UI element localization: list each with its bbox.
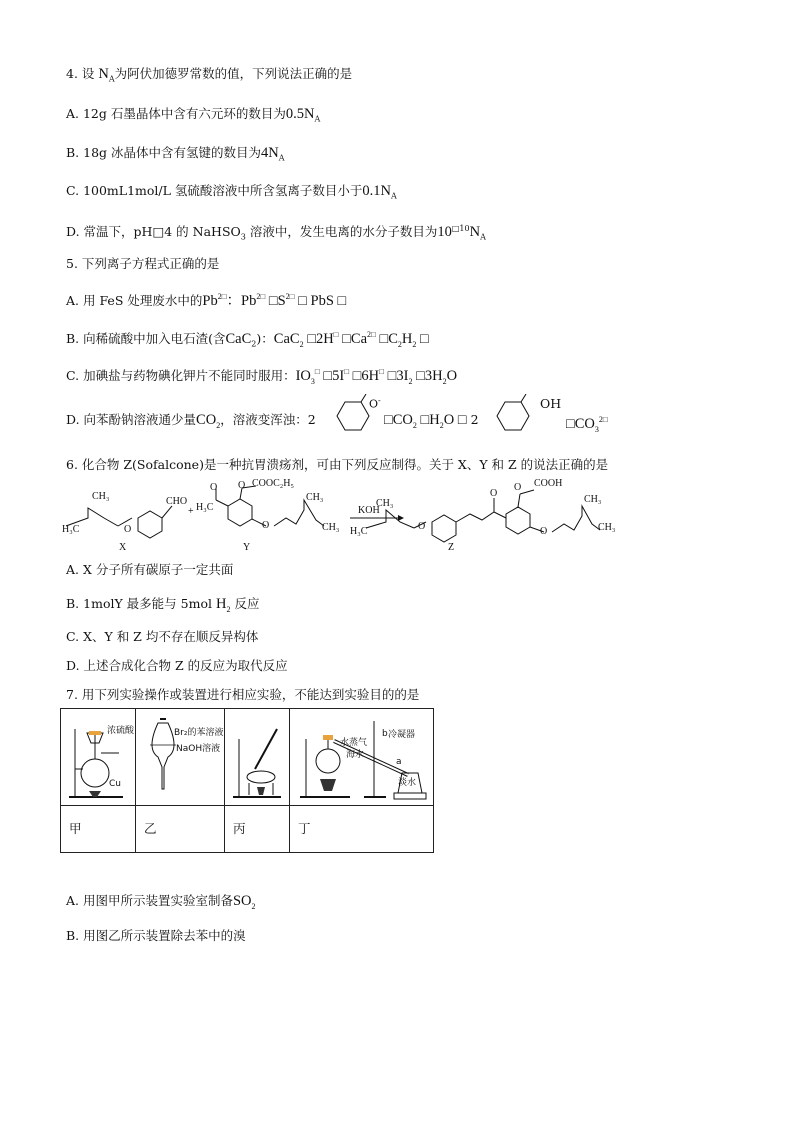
- q6-option-d: D. 上述合成化合物 Z 的反应为取代反应: [66, 658, 288, 673]
- q4-option-d: D. 常温下，pH□4 的 NaHSO$_3$ 溶液中，发生电离的水分子数目为$10^{□10}N_A$: [66, 224, 486, 242]
- q4-stem: 4. 设 $N_A$为阿伏加德罗常数的值，下列说法正确的是: [66, 66, 353, 84]
- q6-option-a: A. X 分子所有碳原子一定共面: [66, 562, 234, 577]
- ding-b-label: b: [382, 729, 388, 739]
- y-cooc2h5-label: COOC₂H₅: [252, 478, 294, 489]
- y-ch3b-label: CH₃: [322, 522, 340, 533]
- cell-jia: 甲: [61, 806, 136, 853]
- phenol-structure: [488, 394, 538, 440]
- z-cooh-label: COOH: [534, 478, 563, 489]
- cell-bing: 丙: [225, 806, 290, 853]
- y-ch3-label: CH₃: [306, 492, 324, 503]
- svg-text:+: +: [188, 506, 194, 517]
- ding-cond-label: 冷凝器: [388, 730, 416, 740]
- q7-option-b: B. 用图乙所示装置除去苯中的溴: [66, 928, 246, 943]
- q7-option-a: A. 用图甲所示装置实验室制备$SO_2$: [66, 893, 256, 911]
- y-o3-label: O: [262, 520, 270, 531]
- yi-apparatus-drawing: [136, 709, 224, 805]
- z-ch3c-label: CH₃: [598, 522, 616, 533]
- q5-option-b: B. 向稀硫酸中加入电石渣(含CaC$_2$)：CaC$_2$ □2H□ $□Ca^{2□}$ $□C_2H_2$ □: [66, 330, 429, 349]
- x-o-label: O: [124, 524, 132, 535]
- apparatus-ding: [290, 709, 434, 806]
- q6-option-b: B. 1molY 最多能与 5mol $H_2$ 反应: [66, 596, 260, 614]
- phenol-oh-label: OH: [540, 396, 562, 411]
- y-o-label: O: [210, 482, 218, 493]
- ding-steam-label: 水蒸气: [340, 738, 368, 748]
- q5-d-eq2: $□CO_3^{2□}$: [566, 415, 608, 434]
- q5-d-eq1: $□CO_2$ $□H_2O$ □ 2: [384, 412, 479, 430]
- x-h3c-label: H₃C: [62, 524, 80, 535]
- z-ketone-o-label: O: [490, 488, 498, 499]
- label-y: Y: [243, 542, 251, 553]
- x-cho-label: CHO: [166, 496, 188, 507]
- q6-option-c: C. X、Y 和 Z 均不存在顺反异构体: [66, 629, 259, 644]
- q5-option-a: A. 用 FeS 处理废水中的$Pb^{2□}$：$Pb^{2□}$ $□S^{2□}$ □ PbS □: [66, 292, 347, 309]
- z-h3c-label: H₃C: [350, 526, 368, 537]
- label-x: X: [119, 542, 127, 553]
- q5-option-c: C. 加碘盐与药物碘化钾片不能同时服用：$IO_3^□$ □5I□ □6H□ $□3I_2$ $□3H_2O$: [66, 367, 458, 386]
- q4-option-a: A. 12g 石墨晶体中含有六元环的数目为$0.5N_A$: [66, 106, 321, 124]
- q5-stem: 5. 下列离子方程式正确的是: [66, 256, 220, 271]
- y-h3c-label: H₃C: [196, 502, 214, 513]
- ding-fresh-label: 淡水: [398, 778, 417, 788]
- q5-option-d: D. 向苯酚钠溶液通少量$CO_2$，溶液变浑浊：2: [66, 412, 316, 430]
- z-ch3b-label: CH₃: [584, 494, 602, 505]
- apparatus-yi: [136, 709, 225, 806]
- q7-stem: 7. 用下列实验操作或装置进行相应实验，不能达到实验目的的是: [66, 687, 420, 702]
- q6-stem: 6. 化合物 Z(Sofalcone)是一种抗胃溃疡剂，可由下列反应制得。关于 X、Y 和 Z 的说法正确的是: [66, 457, 609, 472]
- yi-bottom-label: NaOH溶液: [176, 744, 221, 754]
- apparatus-table: [60, 708, 434, 853]
- z-ch3-label: CH₃: [376, 498, 394, 509]
- y-o2-label: O: [238, 480, 246, 491]
- z-o3-label: O: [540, 526, 548, 537]
- phenoxide-o-label: O-: [369, 396, 381, 411]
- label-z: Z: [448, 542, 455, 553]
- q4-option-b: B. 18g 冰晶体中含有氢键的数目为$4N_A$: [66, 145, 285, 163]
- jia-acid-label: 浓硫酸: [107, 726, 135, 736]
- yi-top-label: Br₂的苯溶液: [174, 728, 224, 738]
- z-o-label: O: [418, 521, 426, 532]
- ding-a-label: a: [396, 757, 402, 767]
- z-o2-label: O: [514, 482, 522, 493]
- bing-apparatus-drawing: [225, 709, 289, 805]
- reaction-skeleton: [60, 478, 760, 558]
- jia-cu-label: Cu: [109, 779, 121, 789]
- koh-label: KOH: [358, 505, 380, 516]
- apparatus-bing: [225, 709, 290, 806]
- q4-option-c: C. 100mL1mol/L 氢硫酸溶液中所含氢离子数目小于$0.1N_A$: [66, 183, 397, 201]
- cell-ding: 丁: [290, 806, 434, 853]
- ding-water-label: 海水: [346, 750, 365, 760]
- cell-yi: 乙: [136, 806, 225, 853]
- x-ch3-label: CH₃: [92, 491, 110, 502]
- apparatus-jia: [61, 709, 136, 806]
- q6-reaction-scheme: [60, 478, 760, 558]
